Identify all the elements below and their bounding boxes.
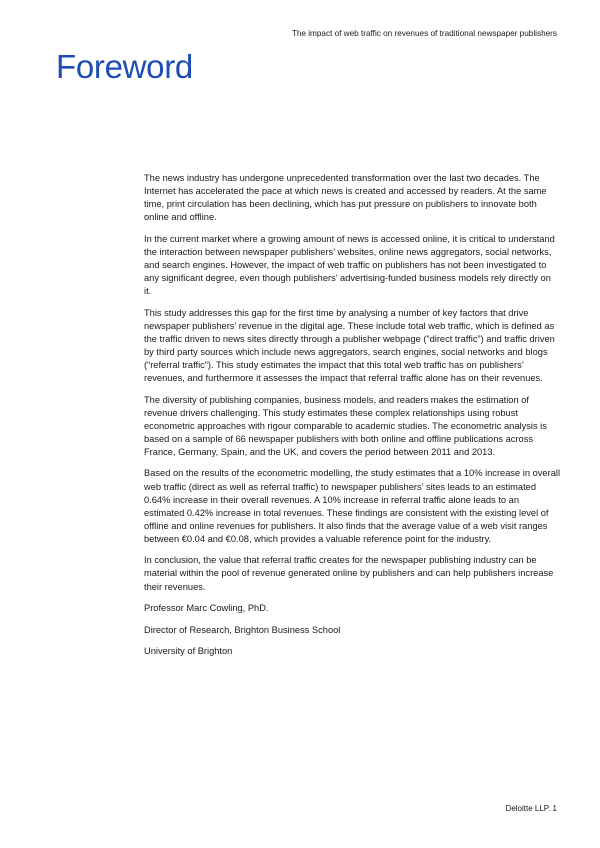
signature-institution: University of Brighton (144, 646, 233, 657)
paragraph-1: The news industry has undergone unprecedented transformation over the last two decades. The Internet has accelerated the pace at which news is created and accessed by readers. At the same time, print circulation has been declining, which has put pressure on publishers to innovate both online and offline. (144, 173, 547, 223)
paragraph-5: Based on the results of the econometric modelling, the study estimates that a 10% increase in overall web traffic (direct as well as referral traffic) to newspaper publishers’ sites leads to an estimated 0.64% increase in their overall revenues. A 10% increase in referral traffic alone leads to an estimated 0.42% increase in total revenues. These findings are consistent with the existing level of offline and online revenues for publishers. It also finds that the average value of a web visit ranges between €0.04 and €0.08, which provides a valuable reference point for the industry. (144, 468, 561, 544)
paragraph-3: This study addresses this gap for the first time by analysing a number of key factors that drive newspaper publishers’ revenue in the digital age. These include total web traffic, which is defined as the traffic driven to news sites directly through a publisher webpage (“direct traffic”) and traffic driven by third party sources which include news aggregators, search engines, social networks and blogs (“referral traffic”). This study estimates the impact that this total web traffic has on publishers’ revenues, and furthermore it assesses the impact that referral traffic alone has on their revenues. (144, 307, 555, 384)
signature-role: Director of Research, Brighton Business School (144, 624, 341, 635)
running-header: The impact of web traffic on revenues of traditional newspaper publishers (291, 29, 557, 38)
foreword-body (144, 172, 560, 667)
page-title: Foreword (56, 48, 193, 85)
paragraph-2: In the current market where a growing amount of news is accessed online, it is critical to understand the interaction between newspaper publishers’ websites, online news aggregators, social networks, and search engines. However, the impact of web traffic on publishers has not been investigated to any significant degree, even though publishers’ advertising-funded business models rely directly on it. (144, 233, 555, 297)
page-footer: Deloitte LLP. 1 (505, 804, 557, 813)
paragraph-4: The diversity of publishing companies, business models, and readers makes the estimation of revenue drivers challenging. This study estimates these complex relationships using robust econometric approaches with rigour comparable to academic studies. The econometric analysis is based on a sample of 66 newspaper publishers with both online and offline publications across France, Germany, Spain, and the UK, and covers the period between 2011 and 2013. (144, 394, 547, 457)
paragraph-6: In conclusion, the value that referral traffic creates for the newspaper publishing industry can be material within the pool of revenue generated online by publishers and can help publishers increase their revenues. (144, 555, 554, 592)
signature-name: Professor Marc Cowling, PhD. (144, 603, 269, 614)
